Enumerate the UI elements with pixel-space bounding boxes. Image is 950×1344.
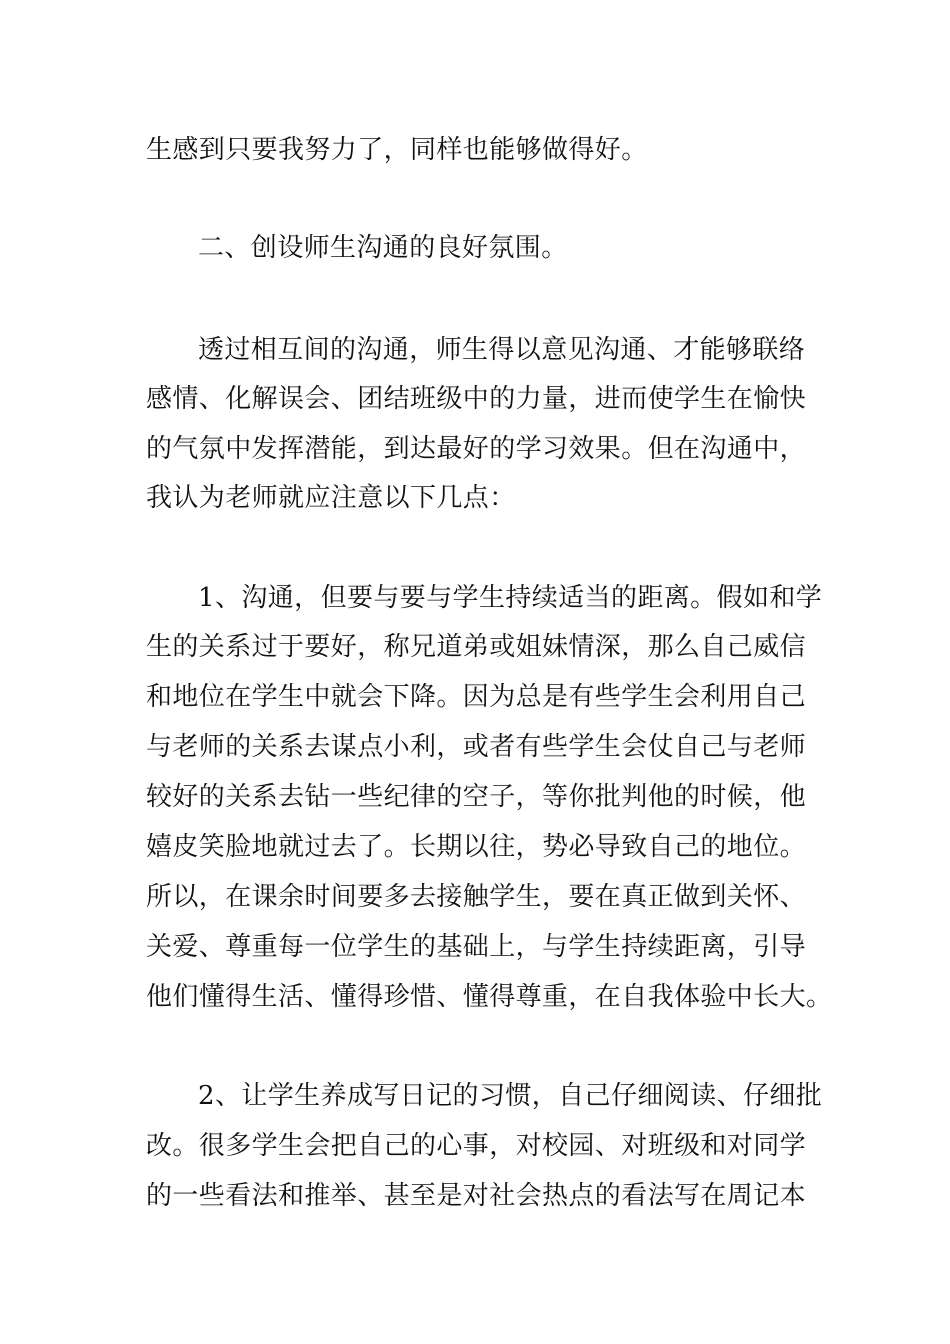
paragraph-line: 生感到只要我努力了，同样也能够做得好。 xyxy=(146,135,648,165)
paragraph-line: 感情、化解误会、团结班级中的力量，进而使学生在愉快 xyxy=(146,384,807,414)
section-heading: 二、创设师生沟通的良好氛围。 xyxy=(198,233,568,263)
paragraph-line: 透过相互间的沟通，师生得以意见沟通、才能够联络 xyxy=(198,335,806,365)
paragraph-line: 生的关系过于要好，称兄道弟或姐妹情深，那么自己威信 xyxy=(146,632,807,662)
paragraph-line: 与老师的关系去谋点小利，或者有些学生会仗自己与老师 xyxy=(146,732,807,762)
paragraph-line: 嬉皮笑脸地就过去了。长期以往，势必导致自己的地位。 xyxy=(146,832,807,862)
paragraph-line: 的一些看法和推举、甚至是对社会热点的看法写在周记本 xyxy=(146,1181,807,1211)
paragraph-line: 我认为老师就应注意以下几点： xyxy=(146,483,516,513)
paragraph-line: 的气氛中发挥潜能，到达最好的学习效果。但在沟通中， xyxy=(146,434,807,464)
paragraph-line: 关爱、尊重每一位学生的基础上，与学生持续距离，引导 xyxy=(146,932,807,962)
paragraph-line: 和地位在学生中就会下降。因为总是有些学生会利用自己 xyxy=(146,682,807,712)
paragraph-line: 他们懂得生活、懂得珍惜、懂得尊重，在自我体验中长大。 xyxy=(146,982,833,1012)
paragraph-line: 2、让学生养成写日记的习惯，自己仔细阅读、仔细批 xyxy=(198,1081,823,1111)
paragraph-line: 所以，在课余时间要多去接触学生，要在真正做到关怀、 xyxy=(146,882,807,912)
paragraph-line: 改。很多学生会把自己的心事，对校园、对班级和对同学 xyxy=(146,1131,807,1161)
paragraph-line: 较好的关系去钻一些纪律的空子，等你批判他的时候，他 xyxy=(146,782,807,812)
paragraph-line: 1、沟通，但要与要与学生持续适当的距离。假如和学 xyxy=(198,583,823,613)
